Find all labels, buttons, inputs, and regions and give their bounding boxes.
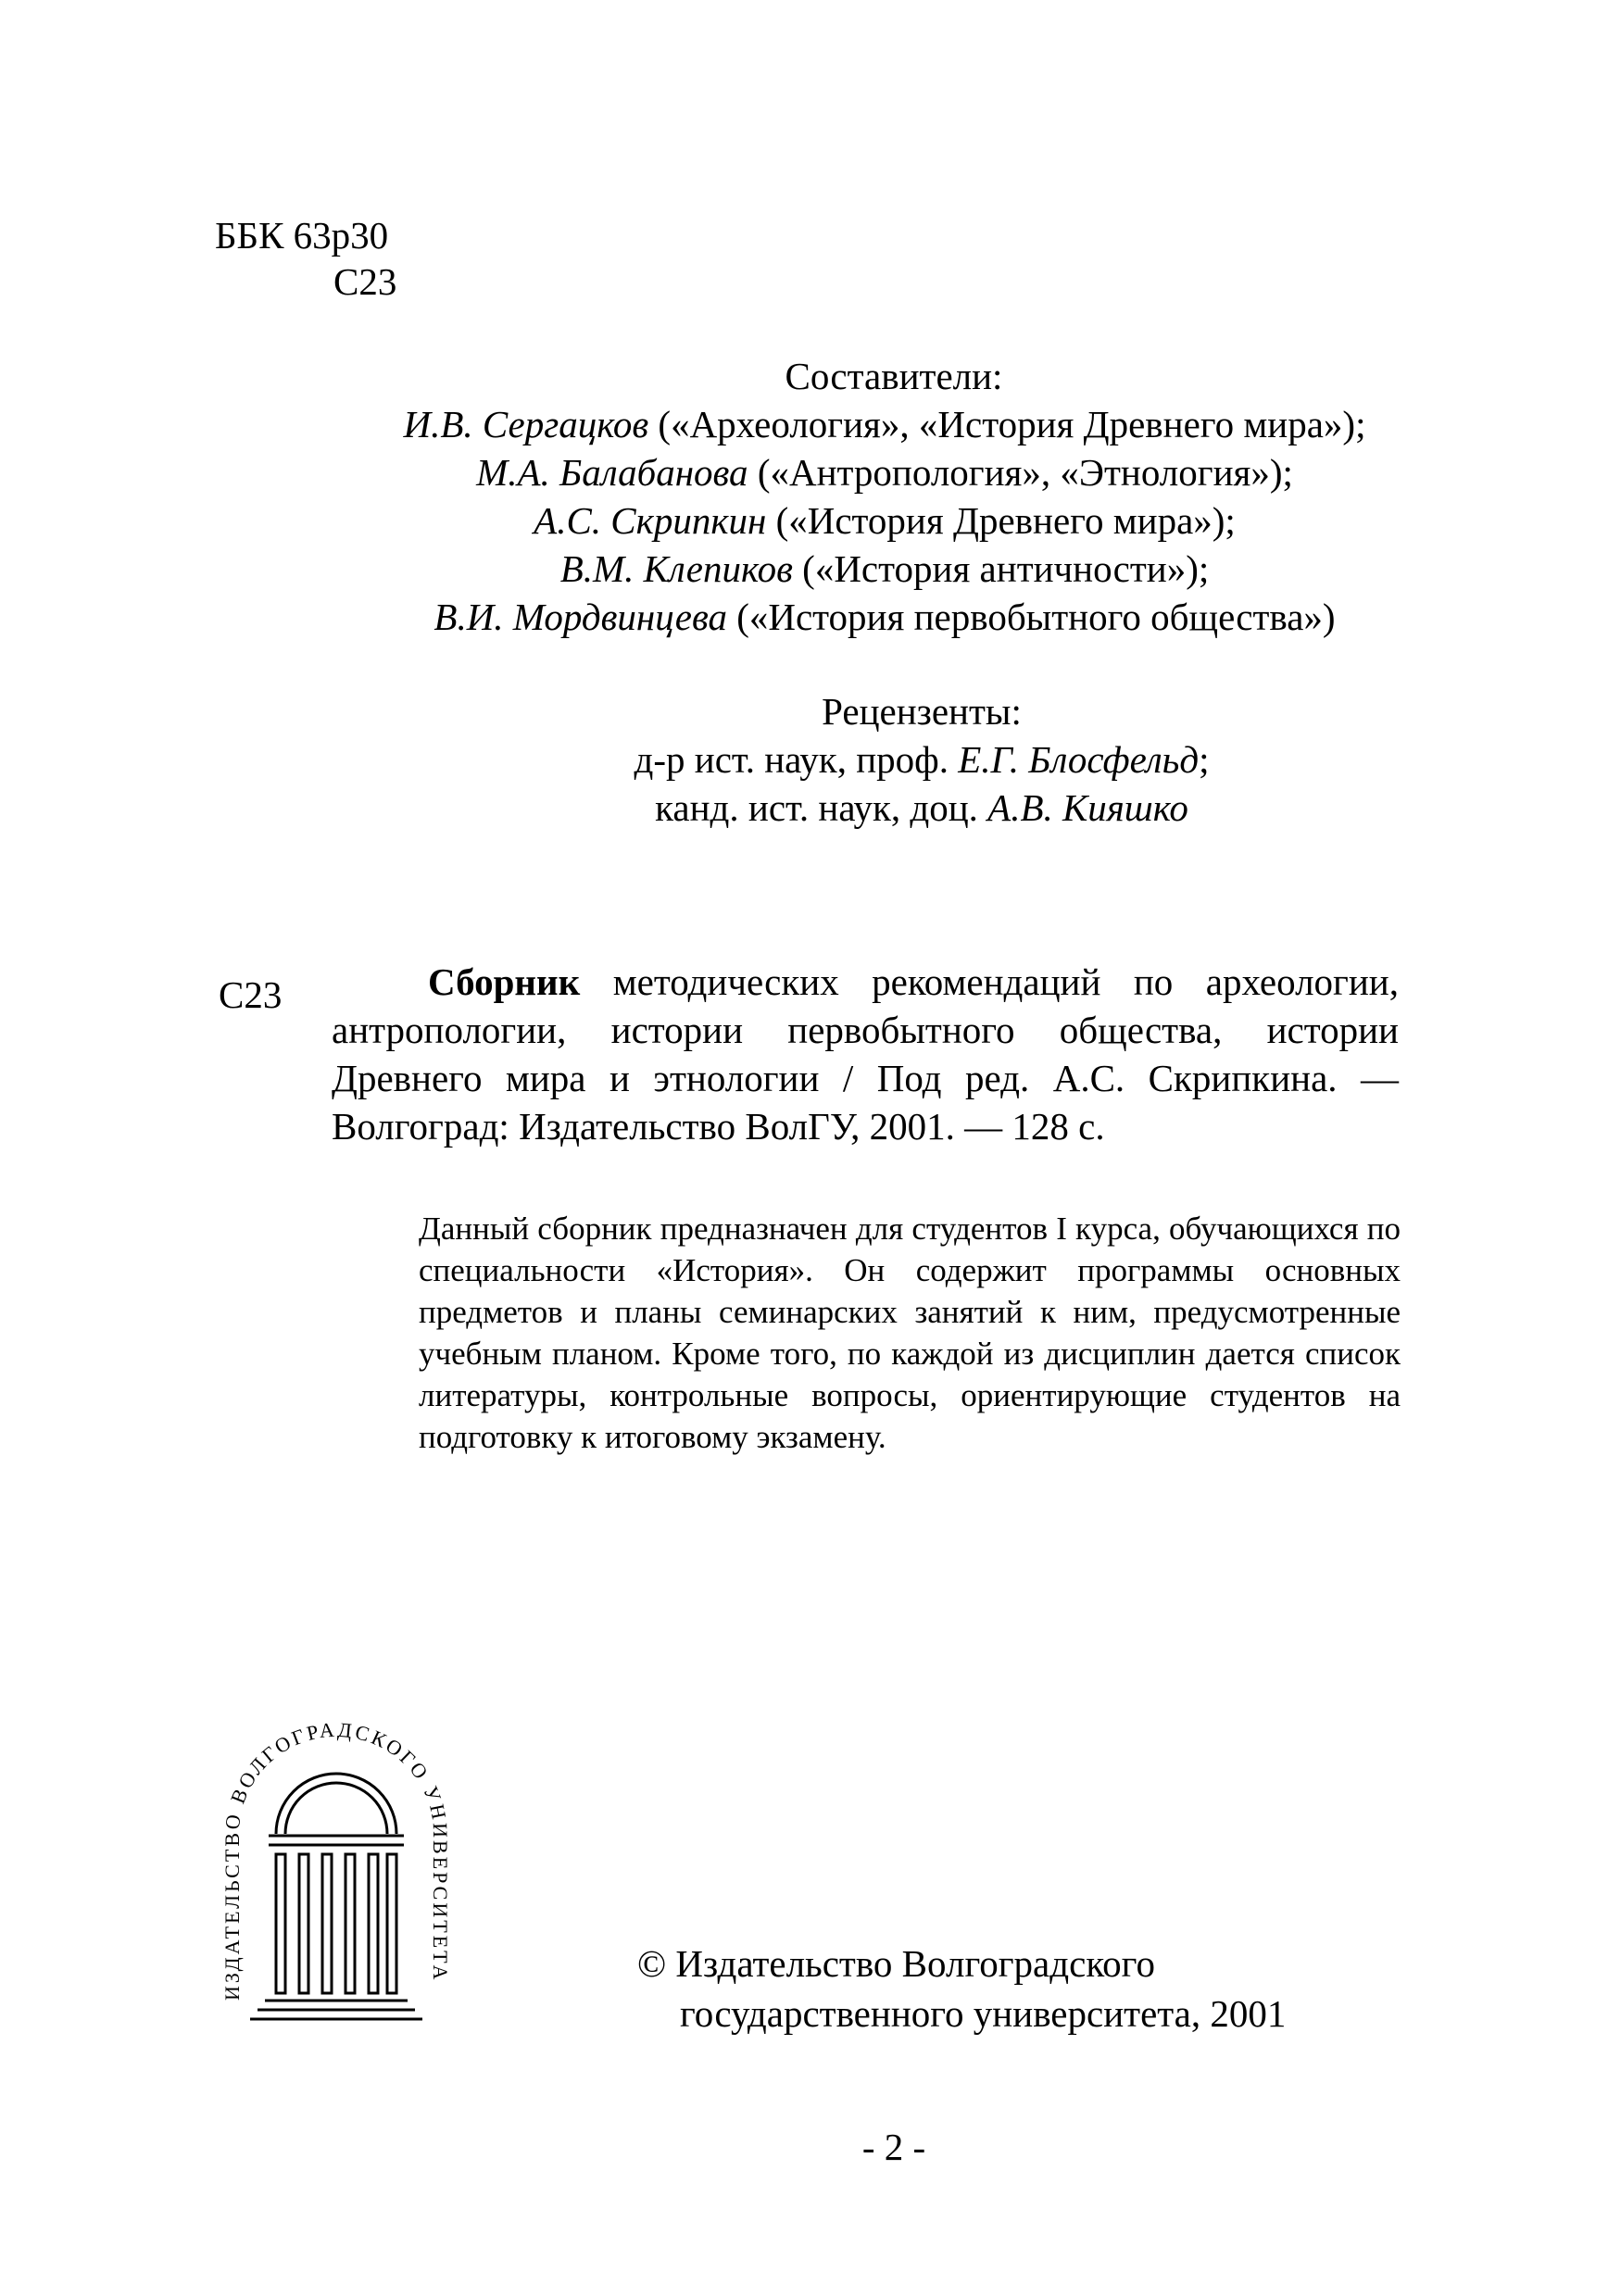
copyright-line-2: государственного университета, 2001 [680, 1992, 1287, 2035]
compiler-subjects: («Антропология», «Этнология»); [748, 451, 1293, 494]
copyright-line-1: © Издательство Волгоградского [637, 1942, 1155, 1985]
compiler-name: В.И. Мордвинцева [434, 596, 727, 638]
rotunda-icon [250, 1774, 422, 2019]
author-mark: С23 [333, 260, 397, 303]
reviewer-degree: канд. ист. наук, доц. [655, 786, 988, 829]
compiler-line [0, 448, 1621, 496]
reviewer-suffix: ; [1199, 738, 1210, 781]
compiler-line [0, 593, 1621, 641]
compiler-name: И.В. Сергацков [403, 403, 649, 445]
compiler-subjects: («История Древнего мира»); [766, 499, 1236, 542]
page-number: - 2 - [861, 2126, 926, 2168]
reviewer-name: А.В. Кияшко [987, 786, 1188, 829]
reviewer-degree: д-р ист. наук, проф. [634, 738, 959, 781]
record-title-bold: Сборник [428, 960, 581, 1003]
abstract: Данный сборник предназначен для студентов I курса, обучающихся по специальности «История». Он содержит программы основных предметов и планы семинарских занятий к ним, предусмотренные учебным планом. Кроме того, по каждой из дисциплин дается список литературы, контрольные вопросы, ориентирующие студентов на подготовку к итоговому экзамену. [419, 1211, 1401, 1455]
publisher-logo [211, 1695, 461, 2065]
compiler-name: М.А. Балабанова [476, 451, 748, 494]
reviewers-heading: Рецензенты: [822, 690, 1022, 733]
bibliographic-record [332, 958, 1399, 1150]
compiler-subjects: («Археология», «История Древнего мира»); [648, 403, 1366, 445]
compiler-subjects: («История античности»); [792, 547, 1210, 590]
bbk-code: ББК 63р30 [215, 214, 389, 257]
compiler-subjects: («История первобытного общества») [726, 596, 1336, 638]
compilers-heading: Составители: [785, 355, 1003, 397]
record-code: С23 [219, 973, 283, 1016]
reviewer-line [0, 784, 1621, 832]
record-title-rest: методических рекомендаций по археологии, антропологии, истории первобытного общества, истории Древнего мира и этнологии / Под ред. А.С. Скрипкина. — Волгоград: Издательство ВолГУ, 2001. — 128 с. [332, 960, 1399, 1148]
compiler-name: А.С. Скрипкин [534, 499, 767, 542]
compiler-name: В.М. Клепиков [559, 547, 793, 590]
compiler-line [0, 545, 1621, 593]
compiler-line [0, 400, 1621, 448]
logo-text: ИЗДАТЕЛЬСТВО ВОЛГОГРАДСКОГО УНИВЕРСИТЕТА [220, 1717, 453, 2001]
reviewer-name: Е.Г. Блосфельд [958, 738, 1200, 781]
reviewer-line [0, 735, 1621, 784]
compiler-line [0, 496, 1621, 545]
